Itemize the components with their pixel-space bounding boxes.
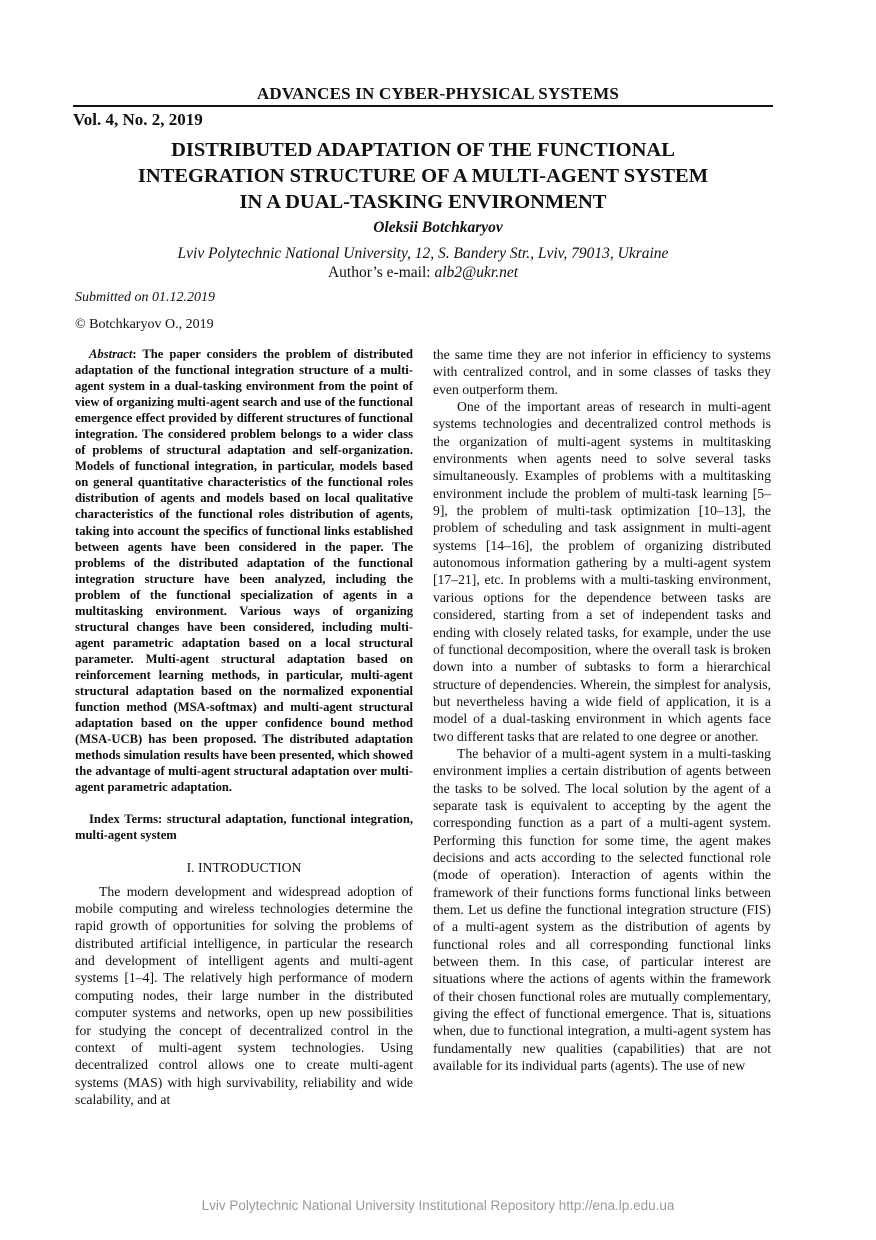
title-line: DISTRIBUTED ADAPTATION OF THE FUNCTIONAL: [171, 139, 675, 161]
repository-footer: Lviv Polytechnic National University Institutional Repository http://ena.lp.edu.ua: [201, 1198, 675, 1213]
volume-info: Vol. 4, No. 2, 2019: [73, 110, 203, 129]
title-line: IN A DUAL-TASKING ENVIRONMENT: [239, 191, 607, 213]
abstract-label: Abstract: [89, 347, 133, 361]
intro-paragraph-continued: the same time they are not inferior in efficiency to systems with centralized control, and in some classes of tasks they even outperform them.: [433, 347, 771, 397]
left-column: [75, 346, 413, 1108]
index-terms: Index Terms: structural adaptation, functional integration, multi-agent system: [75, 812, 413, 843]
email-address: alb2@ukr.net: [434, 264, 519, 281]
copyright-notice: © Botchkaryov O., 2019: [75, 317, 214, 332]
submitted-date: Submitted on 01.12.2019: [75, 290, 215, 305]
title-line: INTEGRATION STRUCTURE OF A MULTI-AGENT SYSTEM: [137, 165, 709, 187]
intro-paragraph-2: One of the important areas of research in multi-agent systems technologies and decentralized control methods is the organization of multi-agent systems in multitasking environments when agents need to solve several tasks simultaneously. Examples of problems with a multitasking environment include the problem of multi-task learning [5–9], the problem of multi-task optimization [10–13], the problem of scheduling and task assignment in multi-agent systems [14–16], the problem of organizing distributed autonomous information gathering by a multi-agent system [17–21], etc. In problems with a multi-tasking environment, various options for the dependence between tasks are considered, starting from a set of independent tasks and ending with closely related tasks, for example, under the use of functional decomposition, where the overall task is broken down into a number of subtasks to form a hierarchical structure of dependencies. Wherein, the simplest for analysis, but nevertheless having a wide field of application, it is a model of a dual-tasking environment in which agents face two different tasks that are related to one degree or another.: [433, 399, 771, 744]
abstract: [75, 346, 413, 795]
section-heading-introduction: I. INTRODUCTION: [186, 860, 302, 876]
intro-paragraph-1: The modern development and widespread adoption of mobile computing and wireless technologies determine the rapid growth of opportunities for solving the problems of distributed artificial intelligence, in particular the research and development of intelligent agents and multi-agent systems [1–4]. The relatively high performance of modern computing nodes, their large number in the distributed computer systems and networks, open up new possibilities for studying the concept of decentralized control in the context of multi-agent system technologies. Using decentralized control allows one to create multi-agent systems (MAS) with high survivability, reliability and wide scalability, and at: [75, 883, 413, 1107]
paper-title: [73, 137, 773, 215]
header-rule: [73, 105, 773, 107]
author-name: Oleksii Botchkaryov: [373, 219, 503, 236]
author-email-line: [0, 264, 846, 282]
abstract-text: : The paper considers the problem of distributed adaptation of the functional integration structure of a multi-agent system in a dual-tasking environment from the point of view of organizing multi-agent search and use of the functional emergence effect provided by different structures of functional integration. The considered problem belongs to a wider class of problems of structural adaptation and self-organization. Models of functional integration, in particular, models based on general quantitative characteristics of the functional roles distribution of agents and models based on local qualitative characteristics of the functional roles distribution of agents, taking into account the specifics of functional links established between agents have been considered in the paper. The problems of the distributed adaptation of the functional integration structure have been analyzed, including the problem of the functional specialization of agents in a multitasking environment. Various ways of organizing structural changes have been considered, including multi-agent parametric adaptation based on a local structural parameter. Multi-agent structural adaptation based on reinforcement learning methods, in particular, multi-agent structural adaptation based on the normalized exponential function method (MSA-softmax) and multi-agent structural adaptation based on the upper confidence bound method (MSA-UCB) has been proposed. The distributed adaptation methods simulation results have been presented, which showed the advantage of multi-agent structural adaptation over multi-agent parametric adaptation.: [75, 347, 413, 795]
journal-name: ADVANCES IN CYBER-PHYSICAL SYSTEMS: [256, 84, 620, 103]
intro-paragraph-3: The behavior of a multi-agent system in a multi-tasking environment implies a certain distribution of agents between the tasks to be solved. The local solution by the agent of a separate task is equivalent to accepting by the agent the corresponding function as a part of a multi-agent system. Performing this function for some time, the agent makes decisions and acts according to the selected functional role (mode of operation). Interaction of agents within the framework of their functions forms functional links between them. Let us define the functional integration structure (FIS) of a multi-agent system as the distribution of agents by functional roles and all corresponding functional links between them. In this case, of particular interest are situations where the actions of agents within the framework of their chosen functional roles are mutually complementary, giving the effect of functional emergence. That is, situations when, due to functional integration, a multi-agent system has fundamentally new qualities (capabilities) that are not available for its individual parts (agents). The use of new: [433, 745, 771, 1074]
email-label: Author’s e-mail:: [327, 264, 435, 281]
right-column: [433, 346, 771, 1074]
affiliation: Lviv Polytechnic National University, 12, S. Bandery Str., Lviv, 79013, Ukraine: [177, 245, 669, 262]
